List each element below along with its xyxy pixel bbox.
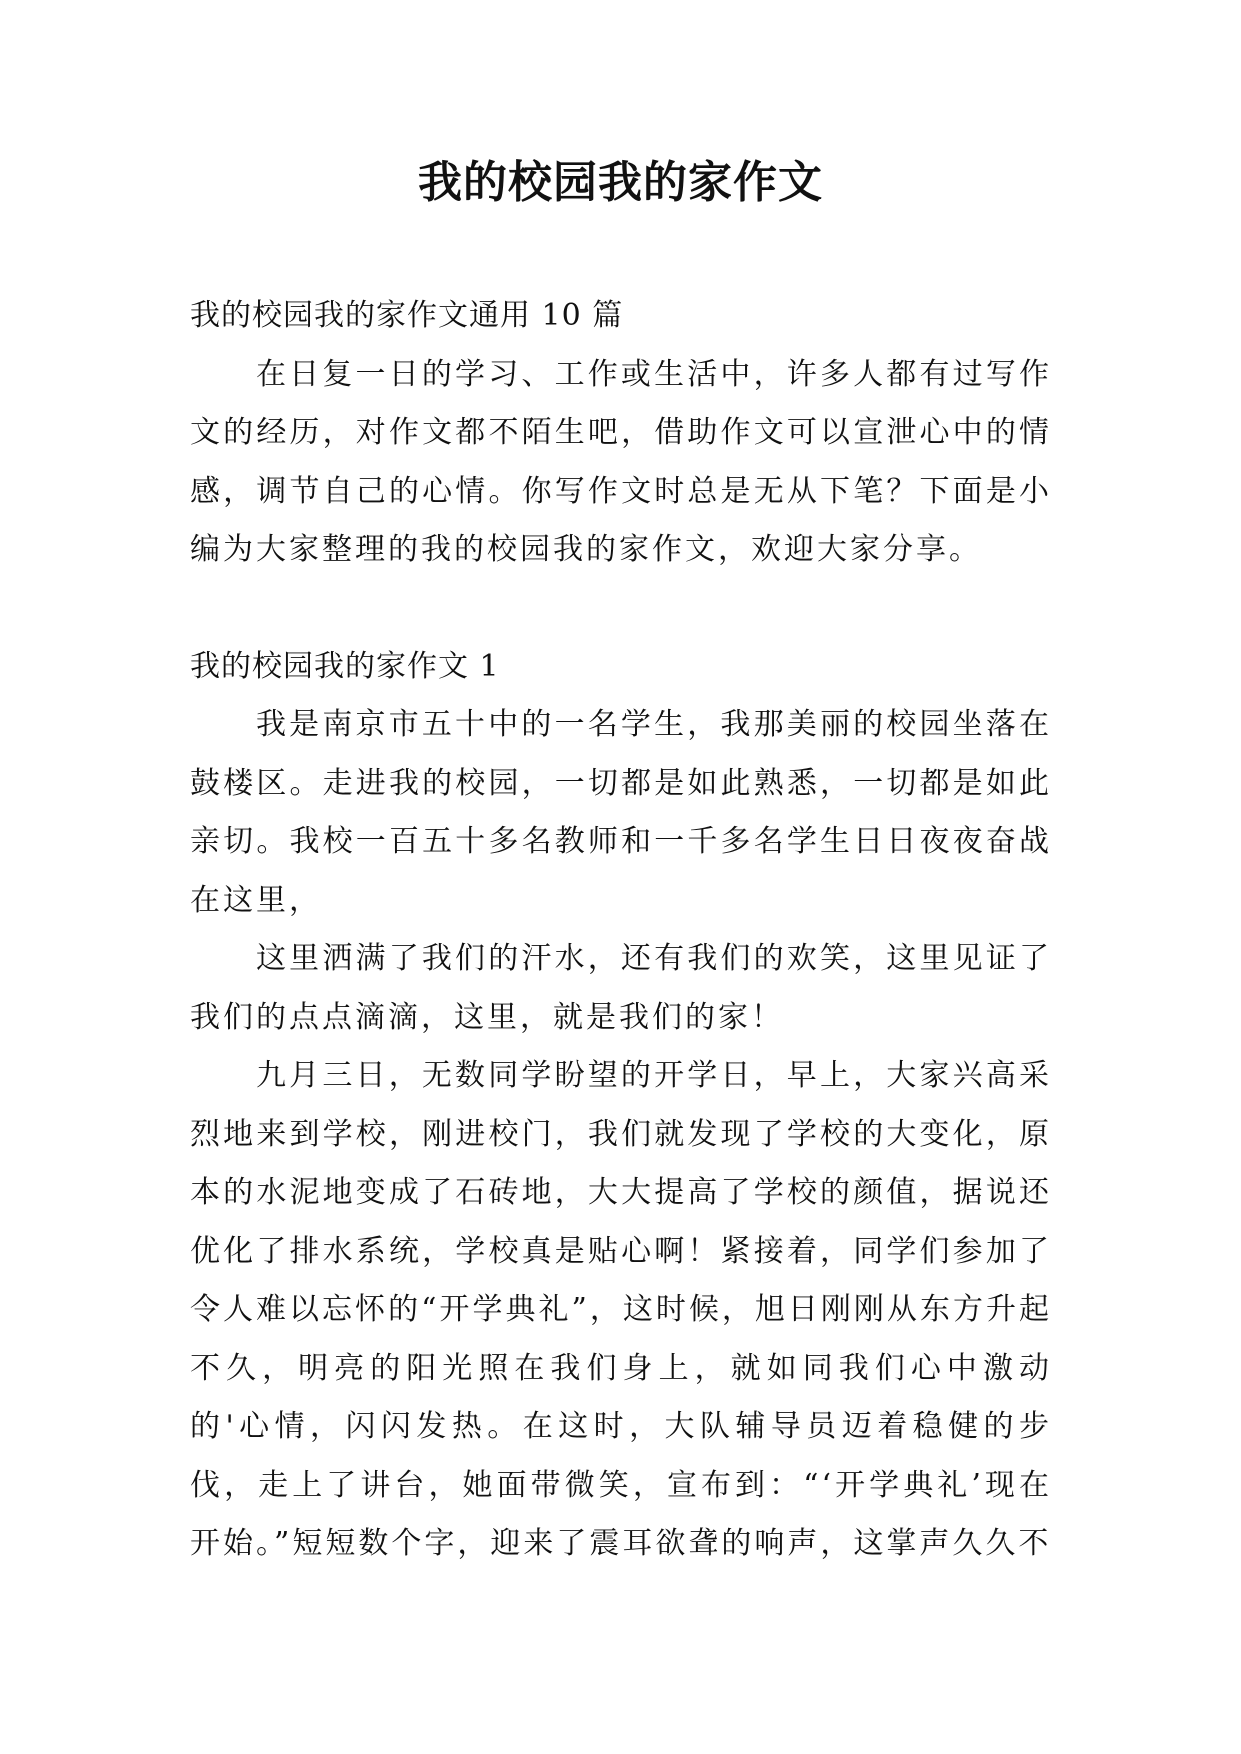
- body-paragraph: 这里洒满了我们的汗水，还有我们的欢笑，这里见证了我们的点点滴滴，这里，就是我们的家！: [190, 941, 1052, 1035]
- document-body: [190, 287, 1052, 1574]
- section-heading: 我的校园我的家作文 1: [190, 648, 500, 684]
- document-subtitle: 我的校园我的家作文通用 10 篇: [190, 298, 624, 333]
- intro-paragraph: 在日复一日的学习、工作或生活中，许多人都有过写作文的经历，对作文都不陌生吧，借助作文可以宣泄心中的情感，调节自己的心情。你写作文时总是无从下笔？下面是小编为大家整理的我的校园我的家作文，欢迎大家分享。: [190, 356, 1052, 567]
- body-paragraph: 九月三日，无数同学盼望的开学日，早上，大家兴高采烈地来到学校，刚进校门，我们就发现了学校的大变化，原本的水泥地变成了石砖地，大大提高了学校的颜值，据说还优化了排水系统，学校真是贴心啊！紧接着，同学们参加了令人难以忘怀的“开学典礼”，这时候，旭日刚刚从东方升起不久，明亮的阳光照在我们身上，就如同我们心中激动的'心情，闪闪发热。在这时，大队辅导员迈着稳健的步伐，走上了讲台，她面带微笑，宣布到：“‘开学典礼’现在开始。”短短数个字，迎来了震耳欲聋的响声，这掌声久久不: [190, 1058, 1052, 1561]
- document-title: 我的校园我的家作文: [418, 157, 823, 208]
- body-paragraph: 我是南京市五十中的一名学生，我那美丽的校园坐落在鼓楼区。走进我的校园，一切都是如此熟悉，一切都是如此亲切。我校一百五十多名教师和一千多名学生日日夜夜奋战在这里，: [190, 707, 1052, 918]
- section-spacer: [190, 580, 1052, 638]
